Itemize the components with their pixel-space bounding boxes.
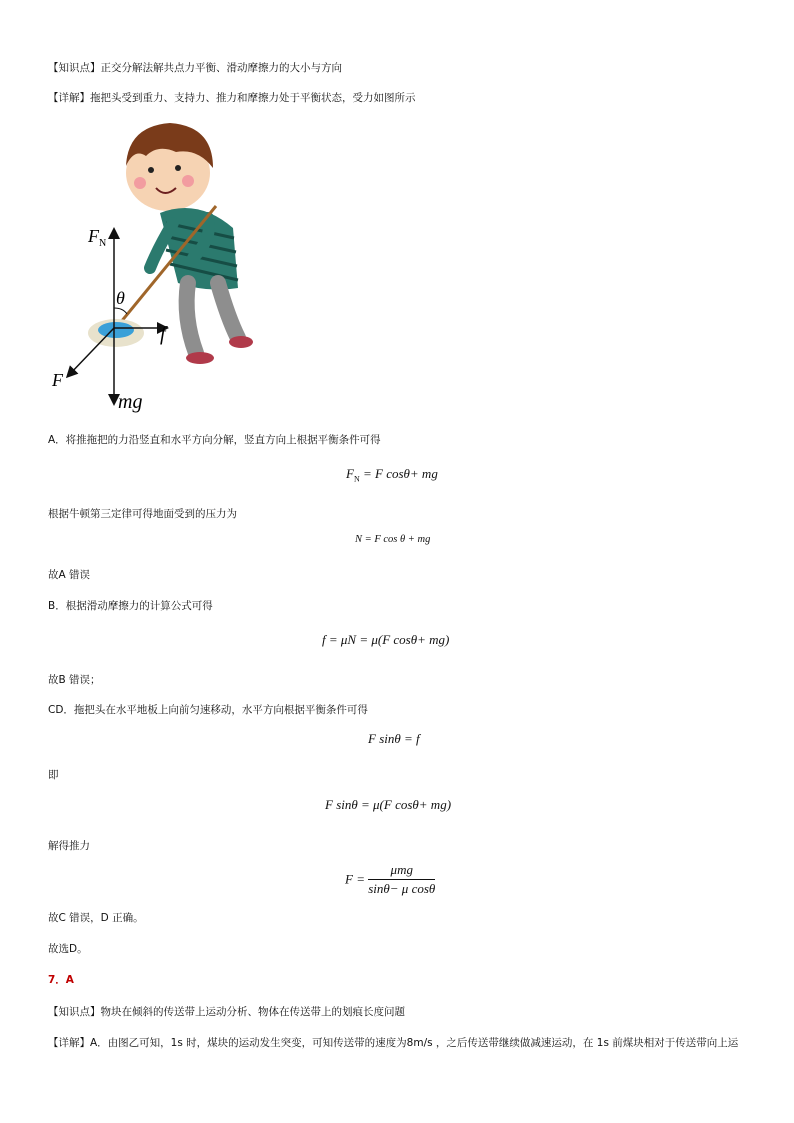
detail-2: 【详解】A．由图乙可知，1s 时，煤块的运动发生突变，可知传送带的速度为8m/s ，之后传送带继续做减速运动，在 1s 前煤块相对于传送带向上运: [48, 1037, 739, 1049]
mg-label: mg: [118, 391, 143, 413]
knowledge-point-2: 【知识点】物块在倾斜的传送带上运动分析、物体在传送带上的划痕长度问题: [48, 1006, 405, 1018]
equation-6: F = $\frac{\text{μmg}}{\text{sinθ− μ cosθ}}$: [345, 862, 436, 896]
F-label: F: [52, 370, 63, 390]
equation-1: $F_N = F$ cosθ+ mg: [346, 466, 438, 484]
boy-illustration: [88, 123, 253, 364]
equation-3: f = μN = μ(F cosθ+ mg): [322, 632, 450, 647]
a-wrong: 故A 错误: [48, 569, 91, 581]
force-diagram: [48, 118, 278, 418]
choose-d: 故选D。: [48, 943, 88, 955]
option-a: A．将推拖把的力沿竖直和水平方向分解，竖直方向上根据平衡条件可得: [48, 434, 381, 446]
equation-2: N = F cos θ + mg: [355, 534, 431, 545]
theta-label: θ: [116, 288, 125, 308]
equation-5: F sinθ = μ(F cosθ+ mg): [325, 797, 452, 812]
fn-label: $F_N$: [88, 226, 107, 249]
question-7-answer: 7．A: [48, 974, 74, 986]
option-cd: CD．拖把头在水平地板上向前匀速移动，水平方向根据平衡条件可得: [48, 704, 368, 716]
f-label: f: [160, 323, 166, 345]
option-b: B．根据滑动摩擦力的计算公式可得: [48, 600, 213, 612]
detail-1: 【详解】拖把头受到重力、支持力、推力和摩擦力处于平衡状态，受力如图所示: [48, 92, 416, 104]
c-wrong: 故C 错误，D 正确。: [48, 912, 144, 924]
knowledge-point-1: 【知识点】正交分解法解共点力平衡、滑动摩擦力的大小与方向: [48, 62, 342, 74]
b-wrong: 故B 错误；: [48, 674, 101, 686]
equation-4: F sinθ = f: [368, 731, 420, 746]
newton-third-law: 根据牛顿第三定律可得地面受到的压力为: [48, 508, 237, 520]
solve-push-force: 解得推力: [48, 840, 90, 852]
ji: 即: [48, 769, 59, 781]
